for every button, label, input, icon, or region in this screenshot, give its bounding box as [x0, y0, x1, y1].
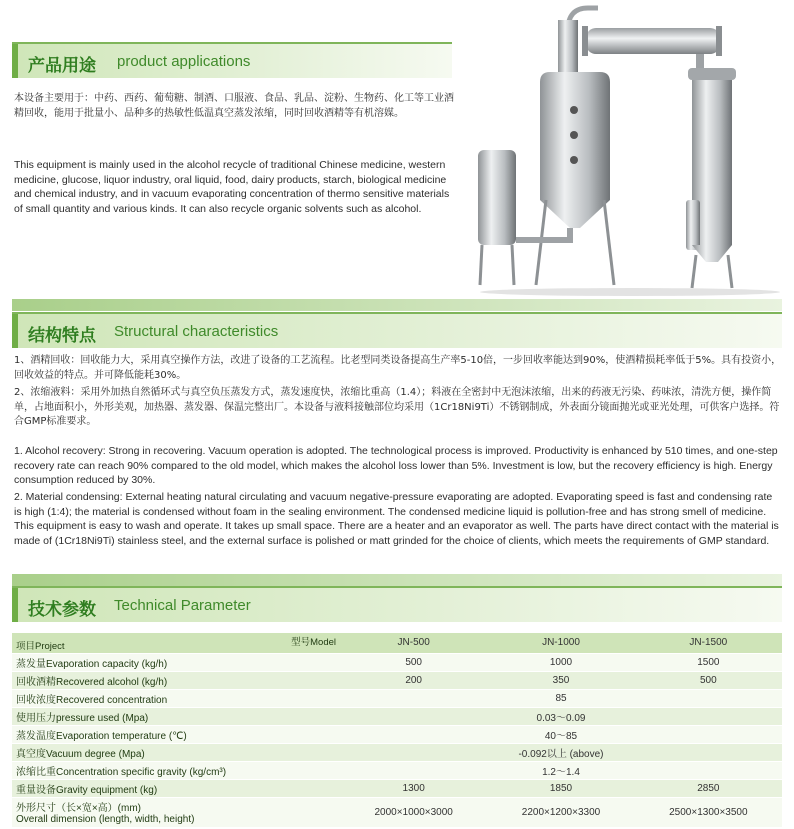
table-row	[12, 689, 782, 707]
cell-value: 1.2～1.4	[340, 761, 782, 779]
cell-value: 1300	[340, 779, 487, 797]
model-label: 型号Model	[291, 637, 336, 648]
row-label: 蒸发温度Evaporation temperature (℃)	[12, 725, 340, 743]
table-row	[12, 779, 782, 797]
section-title-cn: 产品用途	[28, 56, 96, 76]
model-header: JN-1000	[487, 633, 634, 653]
cell-value: 2500×1300×3500	[635, 797, 782, 827]
row-label: 回收酒精Recovered alcohol (kg/h)	[12, 671, 340, 689]
applications-text-cn: 本设备主要用于：中药、西药、葡萄糖、制酒、口服液、食品、乳品、淀粉、生物药、化工等工业酒精回收，能用于批量小、品种多的热敏性低温真空蒸发浓缩，同时回收酒精等有机溶媒。	[14, 93, 454, 119]
table-header-row	[12, 633, 782, 653]
table-row	[12, 761, 782, 779]
row-label-line2: Overall dimension (length, width, height)	[16, 814, 195, 825]
cell-value: 40～85	[340, 725, 782, 743]
table-row	[12, 725, 782, 743]
cell-value: 200	[340, 671, 487, 689]
table-row	[12, 707, 782, 725]
table-row	[12, 653, 782, 671]
structural-item1-cn: 1、酒精回收：回收能力大，采用真空操作方法，改进了设备的工艺流程。比老型同类设备提高生产率5-10倍，一步回收率能达到90%，使酒精损耗率低于5%。具有投资小，回收效益的特点。并可降低能耗30%。	[14, 355, 782, 381]
header-corner-cell	[12, 633, 340, 653]
structural-item2-en: 2. Material condensing: External heating natural circulating and vacuum negative-pressure evaporating are adopted. Evaporating speed is fast and condensing rate is high (1:4); the material is condensed without foam in the sealing environment. The condensed medicine liquid is pollution-free and has strong smell of medicine. This equipment is easy to wash and operate. It takes up small space. There are a heater and an evaporator as well. The parts have direct contact with the material is made of (1Cr18Ni9Ti) stainless steel, and the external surface is polished or matt grinded for the choice of clients, which meets the requirements of GMP standard.	[14, 491, 779, 547]
row-label: 回收浓度Recovered concentration	[12, 689, 340, 707]
row-label: 浓缩比重Concentration specific gravity (kg/cm³)	[12, 761, 340, 779]
row-label: 真空度Vacuum degree (Mpa)	[12, 743, 340, 761]
evaporator-machine-image	[470, 0, 794, 300]
section-title-cn: 技术参数	[28, 600, 96, 620]
parameter-table	[12, 633, 782, 828]
cell-value: 1000	[487, 653, 634, 671]
cell-value: 1500	[635, 653, 782, 671]
cell-value: -0.092以上 (above)	[340, 743, 782, 761]
cell-value: 2850	[635, 779, 782, 797]
row-label: 重量设备Gravity equipment (kg)	[12, 779, 340, 797]
section-title-en: Technical Parameter	[114, 597, 251, 614]
cell-value: 2000×1000×3000	[340, 797, 487, 827]
table-row	[12, 797, 782, 827]
table-row	[12, 671, 782, 689]
structural-item1-en: 1. Alcohol recovery: Strong in recovering. Vacuum operation is adopted. The technological process is improved. Productivity is enhanced by 510 times, and one-step recovery rate can reach 90% compared to the old model, which makes the alcohol loss lower than 5%. Investment is low, but the recovery efficiency is high. Energy consumption reduced by 30%.	[14, 445, 778, 486]
cell-value: 2200×1200×3300	[487, 797, 634, 827]
cell-value: 500	[635, 671, 782, 689]
row-label: 蒸发量Evaporation capacity (kg/h)	[12, 653, 340, 671]
section-header-structural	[12, 312, 782, 348]
row-label	[12, 797, 340, 827]
structural-item2-cn: 2、浓缩液料：采用外加热自然循环式与真空负压蒸发方式，蒸发速度快，浓缩比重高（1.4）；料液在全密封中无泡沫浓缩，出来的药液无污染、药味浓，清洗方便，操作简单，占地面积小，外形美观，加热器、蒸发器、保温完整出厂。本设备与液料接触部位均采用（1Cr18Ni9Ti）不锈钢制成，外表面分镜面抛光或亚光处理，可供客户选择。符合GMP标准要求。	[14, 387, 780, 427]
applications-text-en: This equipment is mainly used in the alcohol recycle of traditional Chinese medicine, western medicine, glucose, liquor industry, oral liquid, food, dairy products, starch, biological medicine and chemical industry, and in vacuum evaporating concentration of thermo sensitive materials of small quantity and various kinds. It can also recycle organic solvents such as alcohol.	[14, 159, 450, 215]
section-header-technical	[12, 586, 782, 622]
section-header-applications	[12, 42, 452, 78]
row-label: 使用压力pressure used (Mpa)	[12, 707, 340, 725]
cell-value: 0.03～0.09	[340, 707, 782, 725]
section-title-en: product applications	[117, 53, 251, 70]
table-row	[12, 743, 782, 761]
project-label: 项目Project	[16, 640, 65, 652]
model-header: JN-1500	[635, 633, 782, 653]
cell-value: 350	[487, 671, 634, 689]
model-header: JN-500	[340, 633, 487, 653]
cell-value: 1850	[487, 779, 634, 797]
cell-value: 500	[340, 653, 487, 671]
cell-value: 85	[340, 689, 782, 707]
section-title-en: Structural characteristics	[114, 323, 279, 340]
section-title-cn: 结构特点	[28, 326, 96, 346]
row-label-line1: 外形尺寸（长×宽×高）(mm)	[16, 803, 141, 814]
divider-bar	[12, 299, 782, 311]
divider-bar	[12, 574, 782, 586]
